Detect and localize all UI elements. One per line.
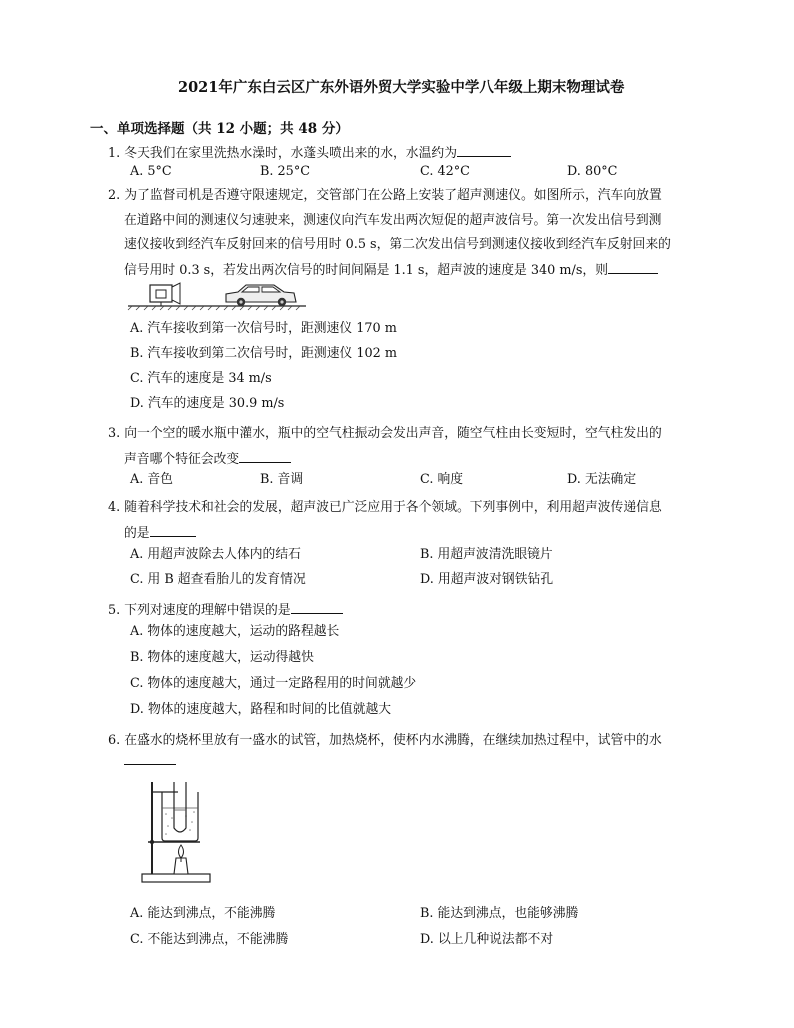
answer-blank — [608, 261, 658, 274]
question-6-blank-line — [124, 752, 176, 770]
q6-option-d: D. 以上几种说法都不对 — [420, 932, 554, 947]
q2-option-d: D. 汽车的速度是 30.9 m/s — [130, 396, 285, 411]
q5-option-c: C. 物体的速度越大，通过一定路程用的时间就越少 — [130, 676, 417, 691]
q1-option-b: B. 25°C — [260, 164, 311, 179]
q5-option-d: D. 物体的速度越大，路程和时间的比值就越大 — [130, 702, 392, 717]
q1-option-c: C. 42°C — [420, 164, 470, 179]
answer-blank — [150, 524, 196, 537]
q3-option-c: C. 响度 — [420, 472, 464, 487]
q5-option-b: B. 物体的速度越大，运动得越快 — [130, 650, 314, 665]
car-icon — [226, 285, 296, 306]
question-3-stem-line-1: 3. 向一个空的暖水瓶中灌水，瓶中的空气柱振动会发出声音，随空气柱由长变短时，空气柱发出的 — [108, 426, 662, 441]
answer-blank — [239, 450, 291, 463]
speed-camera-icon — [150, 283, 180, 306]
exam-title: 2021年广东白云区广东外语外贸大学实验中学八年级上期末物理试卷 — [178, 79, 625, 96]
q4-option-a: A. 用超声波除去人体内的结石 — [130, 547, 301, 562]
answer-blank — [291, 601, 343, 614]
q1-option-d: D. 80°C — [567, 164, 618, 179]
q4-option-b: B. 用超声波清洗眼镜片 — [420, 547, 553, 562]
q1-option-a: A. 5°C — [130, 164, 172, 179]
q4-option-c: C. 用 B 超查看胎儿的发育情况 — [130, 572, 306, 587]
question-5-stem: 5. 下列对速度的理解中错误的是 — [108, 601, 343, 619]
q5-option-a: A. 物体的速度越大，运动的路程越长 — [130, 624, 340, 639]
boiling-apparatus-figure — [138, 778, 216, 888]
q3-option-a: A. 音色 — [130, 472, 173, 487]
question-4-stem-line-2: 的是 — [124, 524, 196, 542]
question-3-stem-line-2: 声音哪个特征会改变 — [124, 450, 291, 468]
q2-option-a: A. 汽车接收到第一次信号时，距测速仪 170 m — [130, 321, 397, 336]
q6-option-c: C. 不能达到沸点，不能沸腾 — [130, 932, 289, 947]
q2-option-c: C. 汽车的速度是 34 m/s — [130, 371, 272, 386]
q2-option-b: B. 汽车接收到第二次信号时，距测速仪 102 m — [130, 346, 397, 361]
question-2-stem-line-4: 信号用时 0.3 s，若发出两次信号的时间间隔是 1.1 s，超声波的速度是 340 m/s，则 — [124, 261, 658, 279]
q6-option-b: B. 能达到沸点，也能够沸腾 — [420, 906, 579, 921]
q4-option-d: D. 用超声波对钢铁钻孔 — [420, 572, 554, 587]
question-2-stem-line-2: 在道路中间的测速仪匀速驶来，测速仪向汽车发出两次短促的超声波信号。第一次发出信号到测 — [124, 213, 662, 228]
q3-option-d: D. 无法确定 — [567, 472, 637, 487]
question-2-stem-line-3: 速仪接收到经汽车反射回来的信号用时 0.5 s，第二次发出信号到测速仪接收到经汽车反射回来的 — [124, 237, 671, 252]
speed-camera-car-figure — [128, 278, 318, 310]
q6-option-a: A. 能达到沸点，不能沸腾 — [130, 906, 276, 921]
question-6-stem: 6. 在盛水的烧杯里放有一盛水的试管，加热烧杯，使杯内水沸腾，在继续加热过程中，试管中的水 — [108, 733, 662, 748]
q3-option-b: B. 音调 — [260, 472, 304, 487]
question-2-stem-line-1: 2. 为了监督司机是否遵守限速规定，交管部门在公路上安装了超声测速仪。如图所示，汽车向放置 — [108, 188, 662, 203]
answer-blank — [124, 752, 176, 765]
answer-blank — [457, 144, 511, 157]
section-heading: 一、单项选择题（共 12 小题；共 48 分） — [90, 121, 349, 137]
question-1-stem: 1. 冬天我们在家里洗热水澡时，水蓬头喷出来的水，水温约为 — [108, 144, 511, 162]
question-4-stem-line-1: 4. 随着科学技术和社会的发展，超声波已广泛应用于各个领域。下列事例中，利用超声波传递信息 — [108, 500, 662, 515]
